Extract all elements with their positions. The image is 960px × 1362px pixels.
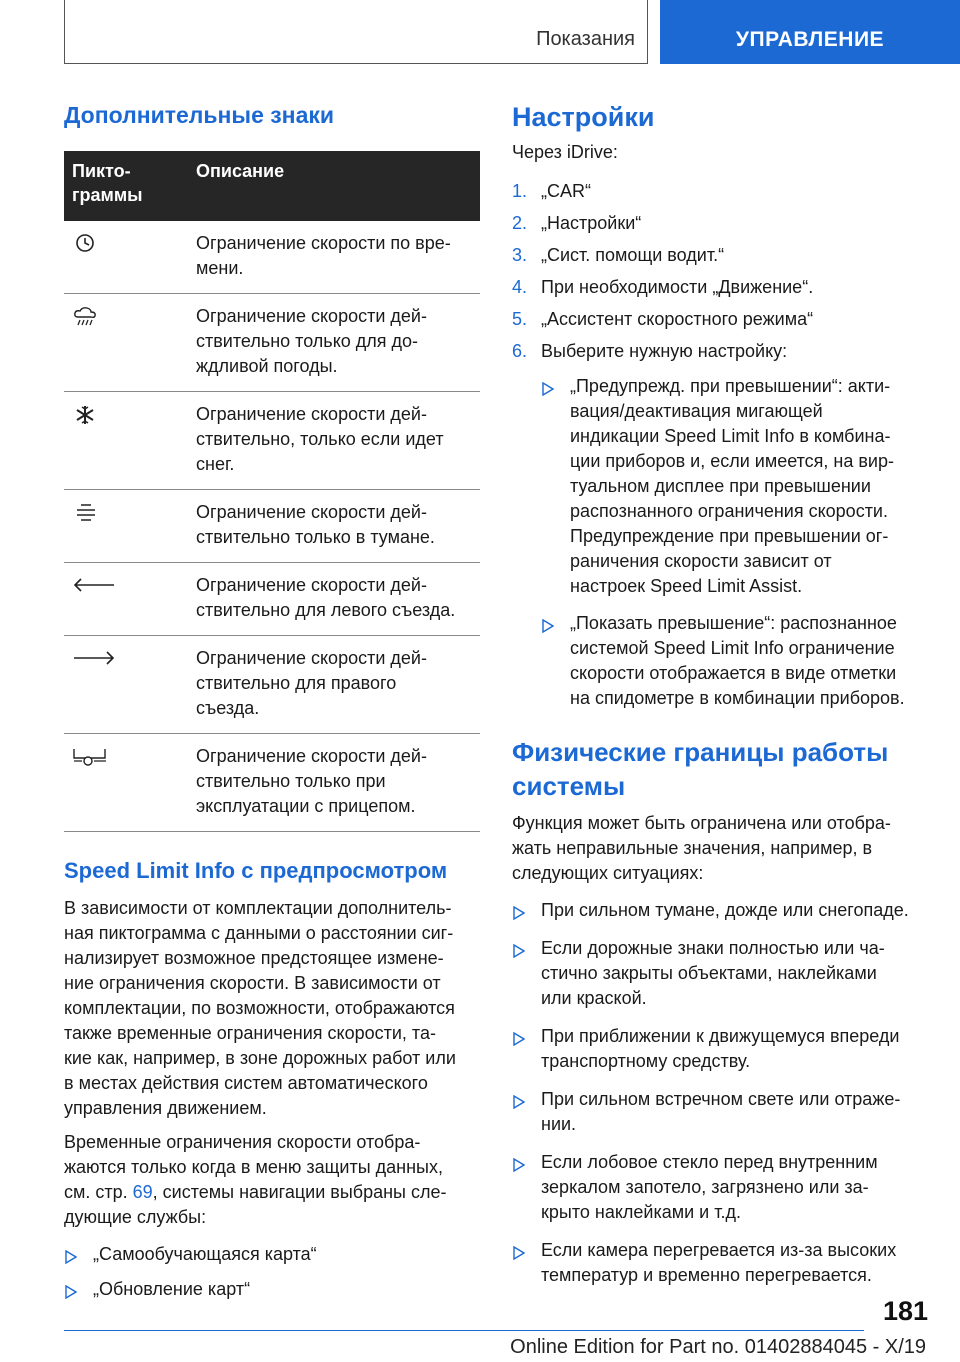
triangle-bullet-icon	[65, 1246, 77, 1271]
left-column	[64, 100, 480, 1312]
triangle-bullet-icon	[542, 615, 554, 640]
triangle-bullet-icon	[65, 1281, 77, 1306]
triangle-bullet-icon	[513, 902, 525, 927]
limit-text: При сильном тумане, дожде или снегопаде.	[541, 900, 909, 920]
limit-text: Если камера перегревается из-за высоких температур и временно перегревается.	[541, 1240, 897, 1285]
temporary-limits-paragraph	[64, 1130, 480, 1230]
triangle-bullet-icon	[513, 1154, 525, 1179]
header-chapter-label: УПРАВЛЕНИЕ	[735, 28, 885, 51]
row-description: Ограничение скорости дей- ствительно только в тумане.	[188, 490, 480, 563]
triangle-bullet-icon	[542, 378, 554, 403]
step-text: „Ассистент скоростного режима“	[541, 309, 814, 329]
table-row	[64, 294, 480, 392]
settings-intro: Через iDrive:	[512, 142, 618, 162]
step-item	[512, 307, 928, 332]
step-text: „CAR“	[541, 181, 591, 201]
triangle-bullet-icon	[513, 940, 525, 965]
step-item	[512, 179, 928, 204]
step-text: Выберите нужную настройку:	[541, 341, 788, 361]
limit-text: Если лобовое стекло перед внутренним зеркалом запотело, загрязнено или за- крыто наклейками и т.д.	[541, 1152, 878, 1222]
table-row	[64, 636, 480, 734]
triangle-bullet-icon	[513, 1091, 525, 1116]
service-label: „Самообучающаяся карта“	[93, 1244, 317, 1264]
settings-options-list	[541, 374, 928, 711]
table-row	[64, 392, 480, 490]
list-item	[512, 1150, 928, 1225]
list-item	[512, 1024, 928, 1074]
list-item	[512, 1238, 928, 1288]
header-section-label: Показания	[536, 28, 635, 50]
settings-steps	[512, 179, 928, 364]
step-number: 6.	[512, 341, 528, 361]
option-text: „Предупрежд. при превышении“: акти- вация/деактивация мигающей индикации Speed Limit Info в комбина- ции приборов и, если имеется, на вир- туальном дисплее при превышении распознанного ограничения скорости. Предупреждение при превышении ог- раничения скорости зависит от настроек Speed Limit Assist.	[570, 376, 894, 596]
list-item	[512, 1087, 928, 1137]
page-reference-link[interactable]: 69	[132, 1182, 153, 1202]
row-description: Ограничение скорости по вре- мени.	[188, 221, 480, 294]
row-description: Ограничение скорости дей- ствительно только для до- ждливой погоды.	[188, 294, 480, 392]
table-row	[64, 563, 480, 636]
footer-edition-text: Online Edition for Part no. 01402884045 - X/19	[510, 1336, 926, 1358]
system-limits-heading: Физические границы работы системы	[512, 737, 889, 801]
system-limits-intro: Функция может быть ограничена или отобра- жать неправильные значения, например, в следующих ситуациях:	[512, 813, 891, 883]
step-number: 2.	[512, 213, 528, 233]
preview-paragraph: В зависимости от комплектации дополнитель- ная пиктограмма с данными о расстоянии сиг- нализирует возможное предстоящее измене- ние ограничения скорости. В зависимости от комплектации, по возможности, отображаются также временные ограничения скорости, та- кие как, например, в зоне дорожных работ или в местах действия систем автоматического управления движением.	[64, 898, 456, 1118]
temporary-limits-text-b: , системы навигации выбраны сле- дующие службы:	[64, 1182, 447, 1227]
step-number: 1.	[512, 181, 528, 201]
pictogram-table	[64, 151, 480, 832]
triangle-bullet-icon	[513, 1028, 525, 1053]
step-text: „Сист. помощи водит.“	[541, 245, 725, 265]
arrow-left-icon	[72, 575, 188, 595]
triangle-bullet-icon	[513, 1242, 525, 1267]
table-row	[64, 221, 480, 294]
table-row	[64, 490, 480, 563]
supplementary-signs-heading: Дополнительные знаки	[64, 102, 335, 128]
step-item	[512, 275, 928, 300]
row-description: Ограничение скорости дей- ствительно только при эксплуатации с прицепом.	[188, 734, 480, 832]
list-item	[541, 374, 928, 599]
service-label: „Обновление карт“	[93, 1279, 251, 1299]
system-limits-list	[512, 898, 928, 1288]
right-column	[512, 100, 928, 1298]
header-section-box	[64, 0, 648, 64]
pictogram-table-header	[64, 151, 480, 221]
row-description: Ограничение скорости дей- ствительно для правого съезда.	[188, 636, 480, 734]
step-number: 4.	[512, 277, 528, 297]
rain-cloud-icon	[72, 306, 188, 328]
column-header-pictograms: Пикто- граммы	[72, 161, 143, 205]
services-list	[64, 1242, 480, 1302]
clock-icon	[72, 233, 188, 253]
list-item	[64, 1277, 480, 1302]
limit-text: При приближении к движущемуся впереди транспортному средству.	[541, 1026, 900, 1071]
fog-icon	[72, 502, 188, 524]
page-number: 181	[882, 1296, 928, 1326]
row-description: Ограничение скорости дей- ствительно для левого съезда.	[188, 563, 480, 636]
limit-text: При сильном встречном свете или отраже- нии.	[541, 1089, 901, 1134]
trailer-icon	[72, 746, 188, 768]
limit-text: Если дорожные знаки полностью или ча- стично закрыты объектами, наклейками или краской.	[541, 938, 885, 1008]
table-row	[64, 734, 480, 832]
list-item	[541, 611, 928, 711]
list-item	[512, 936, 928, 1011]
step-text: „Настройки“	[541, 213, 642, 233]
arrow-right-icon	[72, 648, 188, 668]
settings-heading: Настройки	[512, 102, 655, 132]
option-text: „Показать превышение“: распознанное системой Speed Limit Info ограничение скорости отображается в виде отметки на спидометре в комбинации приборов.	[570, 613, 905, 708]
column-header-description: Описание	[196, 161, 285, 181]
preview-heading: Speed Limit Info с предпросмотром	[64, 858, 448, 883]
footer-divider	[64, 1330, 864, 1331]
snowflake-icon	[72, 404, 188, 426]
list-item	[64, 1242, 480, 1267]
temporary-limits-text-a: Временные ограничения скорости отобра- жаются только когда в меню защиты данных, см. стр.	[64, 1132, 443, 1202]
step-text: При необходимости „Движение“.	[541, 277, 814, 297]
step-number: 5.	[512, 309, 528, 329]
list-item	[512, 898, 928, 923]
step-item	[512, 243, 928, 268]
step-number: 3.	[512, 245, 528, 265]
step-item	[512, 211, 928, 236]
step-item	[512, 339, 928, 364]
header-chapter-tab	[660, 0, 960, 64]
row-description: Ограничение скорости дей- ствительно, только если идет снег.	[188, 392, 480, 490]
